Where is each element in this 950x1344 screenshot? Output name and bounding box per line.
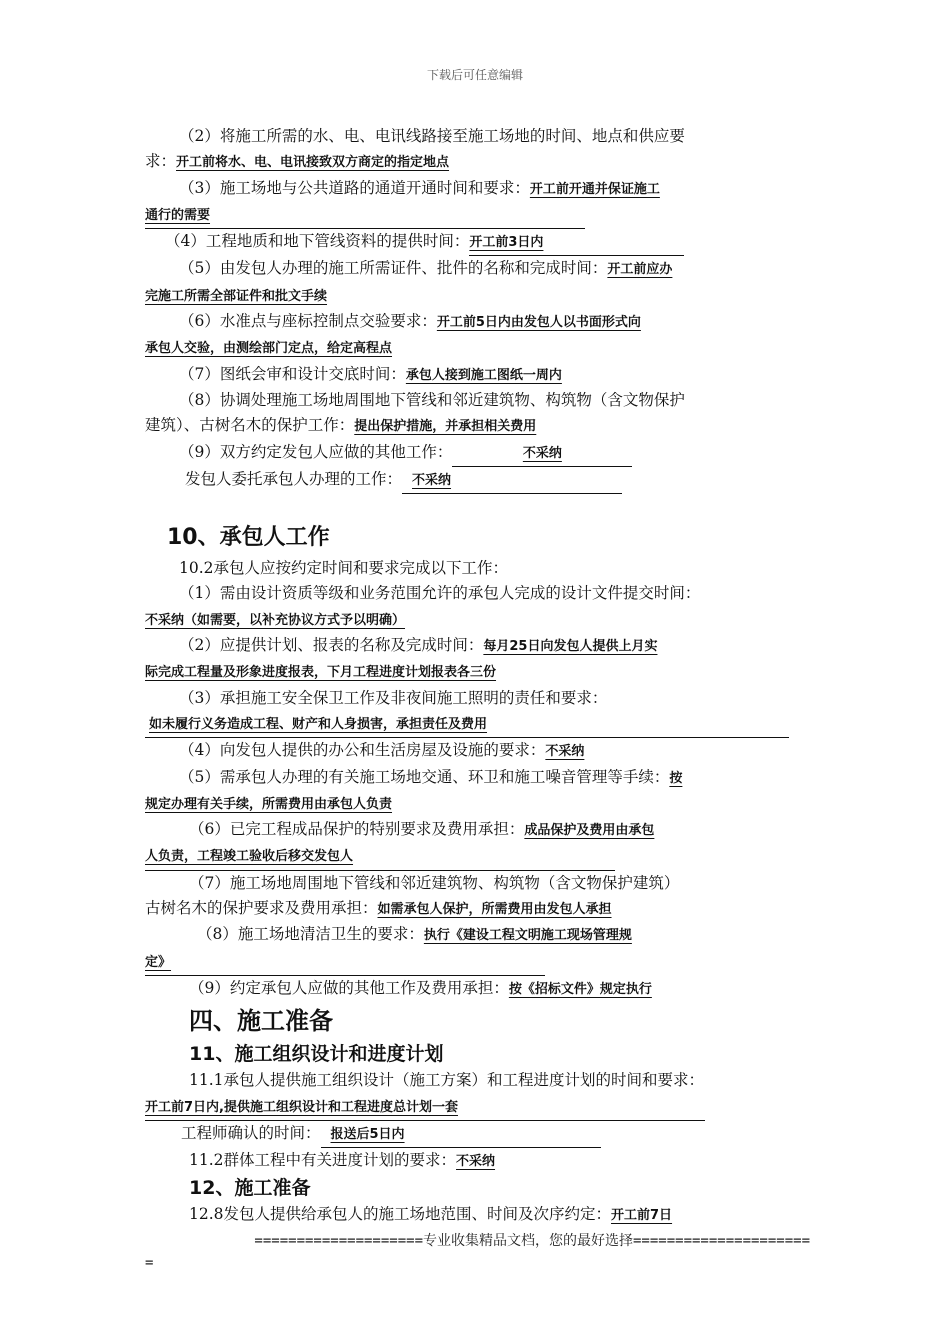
item-10-3-line1: （3）承担施工安全保卫工作及非夜间施工照明的责任和要求： [179,688,608,707]
item-9-4: （4）工程地质和地下管线资料的提供时间：开工前3日内 [145,229,810,256]
item-9-7: （7）图纸会审和设计交底时间：承包人接到施工图纸一周内 [179,364,562,383]
page-footer [145,1230,810,1274]
item-10-8-line1: （8）施工场地清洁卫生的要求：执行《建设工程文明施工现场管理规 [197,925,632,944]
item-10-6-line1: （6）已完工程成品保护的特别要求及费用承担：成品保护及费用由承包 [189,820,655,839]
item-9-2-line2: 求：开工前将水、电、电讯接致双方商定的指定地点 [145,152,450,171]
item-12-8: 12.8发包人提供给承包人的施工场地范围、时间及次序约定：开工前7日 [189,1205,673,1224]
item-10-1-line2: 不采纳（如需要，以补充协议方式予以明确） [145,612,406,628]
section-10-title: 10、承包人工作 [167,525,330,551]
item-9-8-line2: 建筑）、古树名木的保护工作：提出保护措施，并承担相关费用 [145,416,537,435]
item-10-7-line1: （7）施工场地周围地下管线和邻近建筑物、构筑物（含文物保护建筑） [189,873,680,892]
item-10-3-line2: 如未履行义务造成工程、财产和人身损害，承担责任及费用 [145,711,810,738]
footer-line: ====================专业收集精品文档，您的最好选择===================== [254,1233,810,1249]
item-11-1-line1: 11.1承包人提供施工组织设计（施工方案）和工程进度计划的时间和要求： [189,1071,705,1090]
page-header: 下载后可任意编辑 [426,68,523,82]
item-11-2: 11.2群体工程中有关进度计划的要求：不采纳 [189,1151,496,1170]
item-9-3-line1: （3）施工场地与公共道路的通道开通时间和要求：开工前开通并保证施工 [179,178,660,197]
item-9-2-line1: （2）将施工所需的水、电、电讯线路接至施工场地的时间、地点和供应要 [179,127,685,145]
item-9-6-line2: 承包人交验，由测绘部门定点，给定高程点 [145,341,393,357]
item-10-7-line2: 古树名木的保护要求及费用承担：如需承包人保护，所需费用由发包人承担 [145,899,612,918]
footer-tail: = [145,1255,154,1271]
item-10-5-line1: （5）需承包人办理的有关施工场地交通、环卫和施工噪音管理等手续：按 [179,767,683,786]
document-body [145,124,810,1229]
item-9-6-line1: （6）水准点与座标控制点交验要求：开工前5日内由发包人以书面形式向 [179,312,641,331]
item-9-3-line2: 通行的需要 [145,202,810,229]
item-9-2-answer: 开工前将水、电、电讯接致双方商定的指定地点 [176,155,450,171]
item-9-delegate: 发包人委托承包人办理的工作： 不采纳 [145,467,810,494]
item-11-1-line2: 开工前7日内,提供施工组织设计和工程进度总计划一套 [145,1094,810,1121]
item-9-9: （9）双方约定发包人应做的其他工作： 不采纳 [145,440,810,467]
section-11-title: 11、施工组织设计和进度计划 [189,1043,444,1066]
item-10-4: （4）向发包人提供的办公和生活房屋及设施的要求：不采纳 [179,741,585,760]
item-10-9: （9）约定承包人应做的其他工作及费用承担：按《招标文件》规定执行 [189,978,652,997]
item-10-1-line1: （1）需由设计资质等级和业务范围允许的承包人完成的设计文件提交时间： [179,584,701,603]
section-12-title: 12、施工准备 [189,1177,311,1200]
item-9-3-answer: 开工前开通并保证施工 [529,181,660,197]
item-10-8-line2: 定》 [145,949,810,976]
item-9-5-line2: 完施工所需全部证件和批文手续 [145,288,328,304]
item-9-4-answer: 开工前3日内 [469,230,684,256]
item-10-5-line2: 规定办理有关手续，所需费用由承包人负责 [145,796,393,812]
item-10-2-line2: 际完成工程量及形象进度报表，下月工程进度计划报表各三份 [145,665,497,681]
item-10-2-line1: （2）应提供计划、报表的名称及完成时间：每月25日向发包人提供上月实 [179,636,658,655]
section-10-intro: 10.2承包人应按约定时间和要求完成以下工作： [179,559,509,578]
item-10-6-line2: 人负责，工程竣工验收后移交发包人 [145,843,810,870]
item-11-confirm: 工程师确认的时间： 报送后5日内 [145,1121,810,1148]
part-4-title: 四、施工准备 [189,1007,333,1036]
item-9-5-line1: （5）由发包人办理的施工所需证件、批件的名称和完成时间：开工前应办 [179,259,673,278]
item-9-8-line1: （8）协调处理施工场地周围地下管线和邻近建筑物、构筑物（含文物保护 [179,390,685,409]
